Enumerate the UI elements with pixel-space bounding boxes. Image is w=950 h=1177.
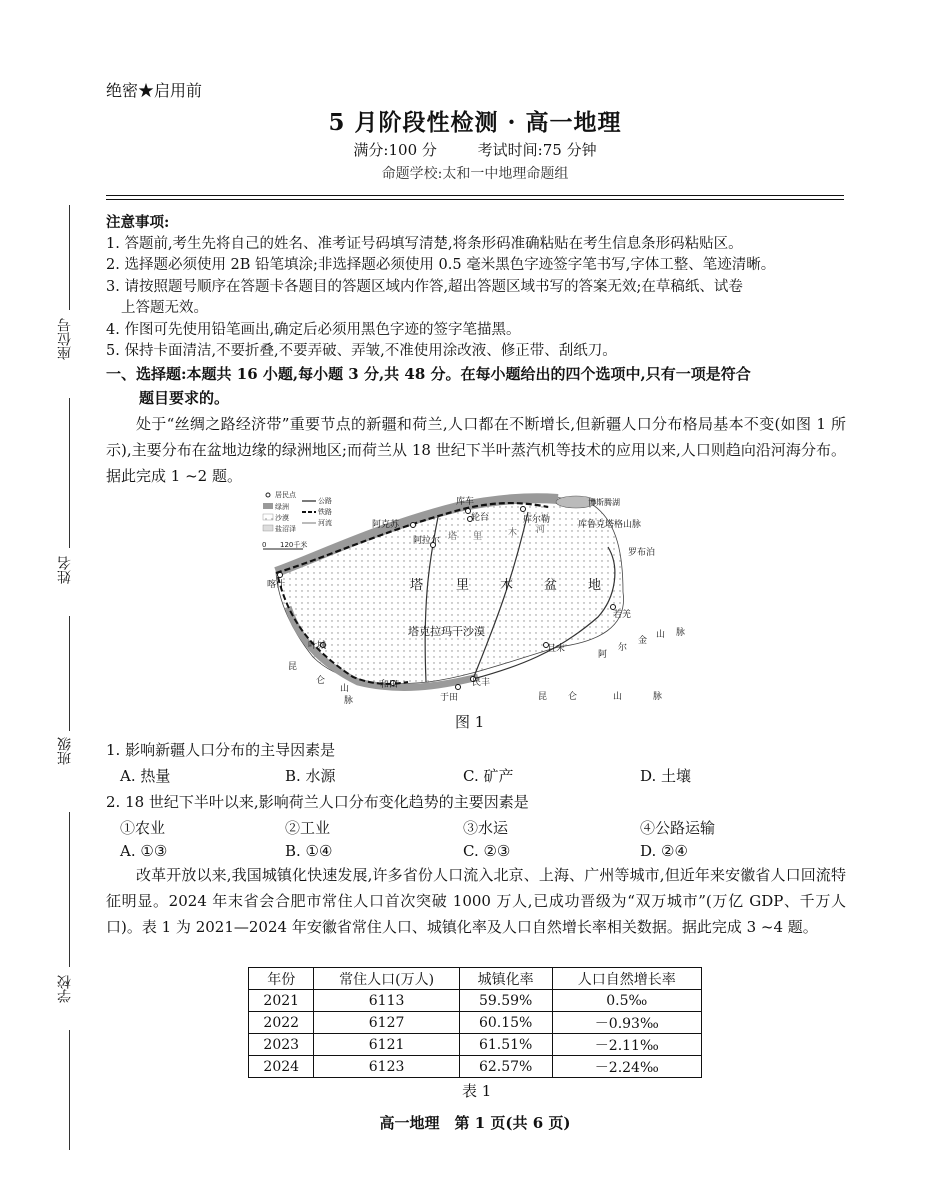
table-header: 年份	[249, 968, 314, 990]
scale-zero: 0	[262, 541, 267, 549]
svg-text:山: 山	[656, 630, 666, 640]
exam-meta	[0, 139, 950, 160]
svg-text:河: 河	[536, 525, 546, 535]
svg-text:山: 山	[340, 684, 350, 694]
settlement-symbol	[266, 493, 270, 497]
city-dot	[411, 523, 416, 528]
exam-title: 5 月阶段性检测 · 高一地理	[328, 109, 622, 136]
page-footer: 高一地理 第 1 页(共 6 页)	[379, 1114, 571, 1132]
table-cell: 6121	[314, 1034, 459, 1056]
class-label: 班级	[57, 737, 73, 765]
q1-option-a: A. 热量	[120, 767, 171, 785]
svg-text:尔: 尔	[618, 643, 628, 653]
note-item: 3. 请按照题号顺序在答题卡各题目的答题区域内作答,超出答题区域书写的答案无效;在草稿纸、试卷	[106, 278, 743, 295]
svg-text:里: 里	[473, 532, 483, 542]
city-label: 阿拉尔	[413, 536, 441, 546]
svg-text:塔: 塔	[448, 532, 458, 542]
school-info: 命题学校:太和一中地理命题组	[381, 166, 569, 182]
city-dot	[521, 507, 526, 512]
svg-text:昆: 昆	[538, 692, 548, 702]
lake-label: 博斯腾湖	[588, 498, 620, 507]
svg-text:金: 金	[638, 636, 648, 646]
note-item: 2. 选择题必须使用 2B 铅笔填涂;非选择题必须使用 0.5 毫米黑色字迹签字笔书写,字体工整、笔迹清晰。	[106, 257, 776, 273]
q2-item: ④公路运输	[640, 819, 716, 837]
city-dot	[466, 509, 471, 514]
table-cell: 6123	[314, 1056, 459, 1078]
table-header-row	[249, 968, 702, 990]
oasis-symbol	[263, 503, 273, 509]
svg-text:木: 木	[508, 528, 518, 538]
section-heading	[106, 362, 846, 410]
time-info: 考试时间:75 分钟	[477, 141, 597, 159]
legend-label: 铁路	[318, 508, 332, 516]
svg-text:脉: 脉	[676, 628, 686, 638]
city-label: 民丰	[472, 678, 491, 688]
city-label: 于田	[440, 693, 459, 703]
table-header: 城镇化率	[459, 968, 552, 990]
city-label: 和田	[380, 680, 399, 690]
city-label: 罗布泊	[628, 548, 656, 558]
table-cell: －2.11‰	[552, 1034, 701, 1056]
name-label: 姓名	[57, 556, 73, 584]
notes	[106, 212, 846, 363]
table-cell: 2021	[249, 990, 314, 1012]
city-label: 叶城	[308, 641, 327, 651]
q1-stem: 1. 影响新疆人口分布的主导因素是	[106, 741, 336, 759]
figure-caption: 图 1	[455, 713, 485, 731]
secret-label: 绝密★启用前	[106, 81, 203, 100]
city-label: 阿克苏	[372, 520, 400, 530]
table-cell: 6127	[314, 1012, 459, 1034]
svg-text:山: 山	[613, 692, 623, 702]
table-cell: 6113	[314, 990, 459, 1012]
city-label: 库尔勒	[523, 515, 551, 525]
svg-text:仑: 仑	[568, 692, 578, 702]
map-legend	[262, 490, 332, 549]
q2-option-c: C. ②③	[463, 842, 511, 860]
table-cell: 2023	[249, 1034, 314, 1056]
q2-option-a: A. ①③	[120, 842, 168, 860]
table-1	[248, 967, 702, 1078]
desert-symbol	[263, 514, 273, 520]
svg-text:阿: 阿	[598, 650, 608, 660]
note-item: 1. 答题前,考生先将自己的姓名、准考证号码填写清楚,将条形码准确粘贴在考生信息条形码粘贴区。	[106, 235, 743, 252]
city-label: 轮台	[471, 513, 490, 523]
scale-label: 120千米	[280, 541, 308, 549]
section-line: 题目要求的。	[139, 389, 230, 407]
binding-line	[69, 616, 70, 731]
legend-label: 河流	[318, 519, 332, 527]
legend-label: 公路	[318, 497, 332, 505]
legend-label: 盐沼泽	[275, 525, 296, 533]
desert-label: 塔克拉玛干沙漠	[408, 625, 485, 638]
city-label: 若羌	[613, 610, 632, 620]
city-label: 库车	[456, 497, 475, 507]
q1-option-d: D. 土壤	[640, 767, 692, 785]
q2-stem: 2. 18 世纪下半叶以来,影响荷兰人口分布变化趋势的主要因素是	[106, 793, 529, 811]
svg-text:木: 木	[500, 578, 514, 593]
q2-item: ③水运	[463, 819, 509, 837]
q2-item: ②工业	[285, 819, 331, 837]
svg-text:里: 里	[456, 578, 470, 593]
table-cell: 62.57%	[459, 1056, 552, 1078]
score-info: 满分:100 分	[353, 141, 437, 159]
table-cell: －0.93‰	[552, 1012, 701, 1034]
note-item: 5. 保持卡面清洁,不要折叠,不要弄破、弄皱,不准使用涂改液、修正带、刮纸刀。	[106, 343, 617, 359]
table-cell: 2022	[249, 1012, 314, 1034]
table-row	[249, 1034, 702, 1056]
binding-line	[69, 205, 70, 310]
binding-line	[69, 812, 70, 967]
table-cell: 2024	[249, 1056, 314, 1078]
school-label: 学校	[57, 975, 73, 1003]
passage-1: 处于“丝绸之路经济带”重要节点的新疆和荷兰,人口都在不断增长,但新疆人口分布格局基本不变(如图 1 所示),主要分布在盆地边缘的绿洲地区;而荷兰从 18 世纪下半叶蒸汽机等技术的应用以来,人口则趋向沿河海分布。据此完成 1 ~2 题。	[106, 415, 846, 485]
table-header: 人口自然增长率	[552, 968, 701, 990]
table-header: 常住人口(万人)	[314, 968, 459, 990]
table-cell: 60.15%	[459, 1012, 552, 1034]
svg-text:塔: 塔	[410, 578, 424, 593]
table-cell: －2.24‰	[552, 1056, 701, 1078]
q2-option-d: D. ②④	[640, 842, 688, 860]
table-caption: 表 1	[462, 1082, 492, 1100]
table-row	[249, 1056, 702, 1078]
city-dot	[456, 685, 461, 690]
kunlun-label-right	[538, 690, 662, 702]
table-cell: 0.5‰	[552, 990, 701, 1012]
q1-option-c: C. 矿产	[463, 767, 514, 785]
city-dot	[278, 573, 283, 578]
svg-text:脉: 脉	[344, 696, 354, 705]
seat-label: 座位号	[57, 318, 73, 360]
table-cell: 61.51%	[459, 1034, 552, 1056]
altun-label	[598, 627, 685, 660]
table-row	[249, 1012, 702, 1034]
city-label: 喀什	[267, 580, 286, 590]
xinjiang-map	[258, 487, 688, 705]
svg-text:仑: 仑	[316, 676, 326, 686]
section-line: 一、选择题:本题共 16 小题,每小题 3 分,共 48 分。在每小题给出的四个选项中,只有一项是符合	[106, 365, 751, 383]
table-row	[249, 990, 702, 1012]
q2-option-b: B. ①④	[285, 842, 333, 860]
salt-marsh-symbol	[263, 525, 273, 531]
legend-label: 沙漠	[275, 514, 289, 522]
binding-line	[69, 398, 70, 548]
svg-text:昆: 昆	[288, 662, 298, 672]
header-rule	[106, 195, 844, 196]
q1-option-b: B. 水源	[285, 767, 336, 785]
legend-label: 绿洲	[275, 503, 289, 511]
legend-label: 居民点	[275, 491, 296, 499]
q2-item: ①农业	[120, 819, 166, 837]
table-cell: 59.59%	[459, 990, 552, 1012]
passage-2: 改革开放以来,我国城镇化快速发展,许多省份人口流入北京、上海、广州等城市,但近年来安徽省人口回流特征明显。2024 年末省会合肥市常住人口首次突破 1000 万人,已成功晋级为“双万城市”(万亿 GDP、千万人口)。表 1 为 2021—2024 年安徽省常住人口、城镇化率及人口自然增长率相关数据。据此完成 3 ~4 题。	[106, 866, 846, 936]
note-item: 4. 作图可先使用铅笔画出,确定后必须用黑色字迹的签字笔描黑。	[106, 321, 521, 338]
note-item: 上答题无效。	[121, 300, 208, 316]
svg-text:地: 地	[588, 578, 602, 593]
city-label: 且末	[547, 644, 566, 654]
kuruktag-label: 库鲁克塔格山脉	[578, 520, 642, 530]
notes-heading: 注意事项:	[106, 214, 170, 231]
svg-text:盆: 盆	[544, 578, 558, 593]
city-dot	[611, 605, 616, 610]
header-rule	[106, 199, 844, 200]
svg-text:脉: 脉	[653, 692, 663, 702]
